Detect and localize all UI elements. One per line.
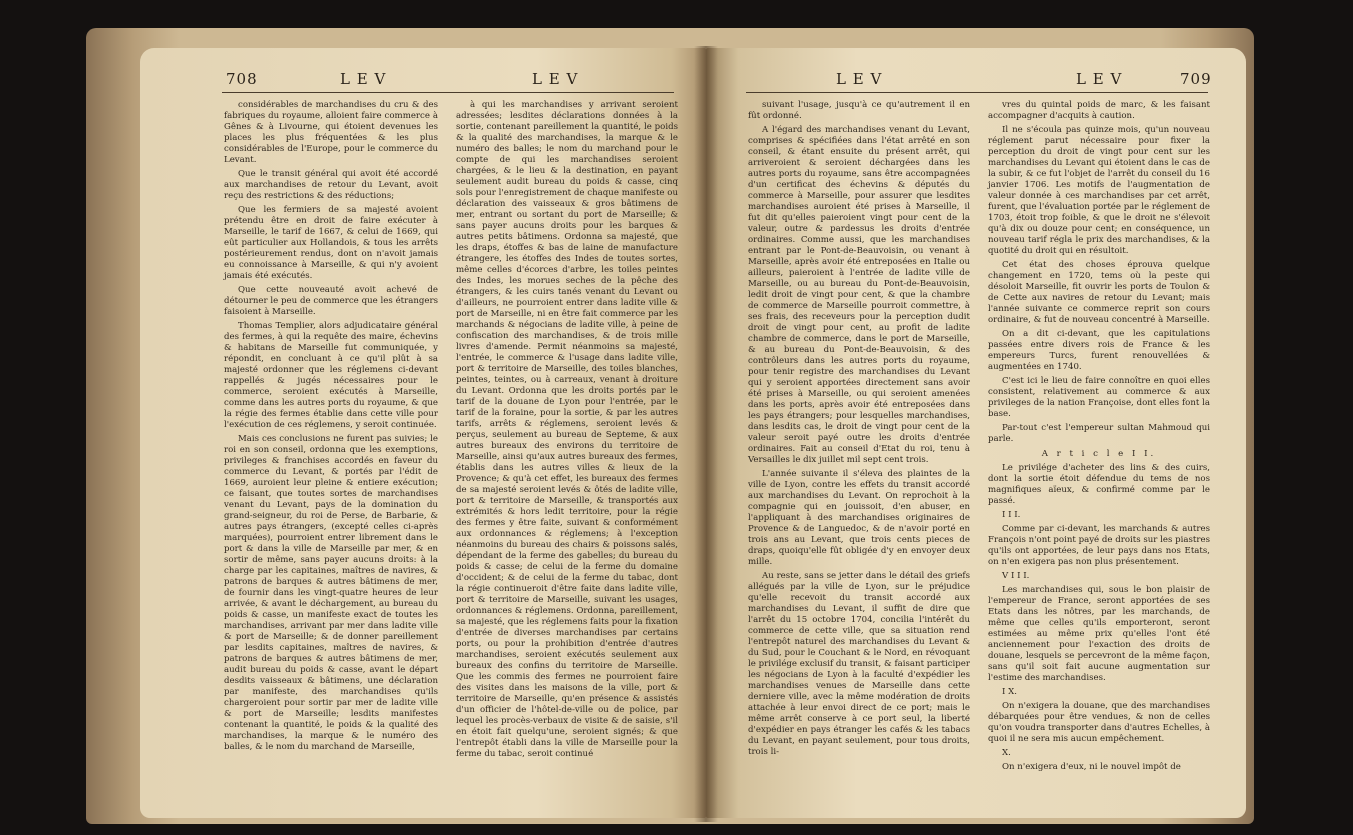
paragraph: C'est ici le lieu de faire connoître en quoi elles consistent, relativement au commerce & aux privileges de la nation Françoise, dont elles font la base. <box>988 376 1210 419</box>
paragraph: Le privilége d'acheter des lins & des cuirs, dont la sortie étoit défendue du tems de nos magnifiques aïeux, & confirmé comme par le passé. <box>988 463 1210 506</box>
paragraph: A l'égard des marchandises venant du Levant, comprises & spécifiées dans l'état arrêté en son conseil, & étant ensuite du présent arrêt, qui arriveroient & seroient déchargées dans les autres ports du royaume, sans être accompagnées d'un certificat des échevins & députés du commerce à Marseille, pour assurer que lesdites marchandises auroient été prises à Marseille, il fut dit qu'elles paieroient vingt pour cent de la valeur, outre & pardessus les droits d'entrée ordinaires. Comme aussi, que les marchandises entrant par le Pont-de-Beauvoisin, ou venant à Marseille, après avoir été entreposées en Italie ou ailleurs, paieroient à l'entrée de ladite ville de Marseille, ou au bureau du Pont-de-Beauvoisin, ledit droit de vingt pour cent, & que la chambre de commerce de Marseille pourroit commettre, à ses frais, des receveurs pour la perception dudit droit de vingt pour cent, au profit de ladite chambre de commerce, dans le port de Marseille, & au bureau du Pont-de-Beauvoisin, & des contrôleurs dans les autres ports du royaume, pour tenir registre des marchandises du Levant qui y seroient apportées directement sans avoir été prises à Marseille, ou qui seroient amenées dans les ports, après avoir été entreposées dans les pays étrangers; pour lesquelles marchandises, dans lesdits cas, le droit de vingt pour cent de la valeur seroit payé outre les droits d'entrée ordinaires. Fait au conseil d'Etat du roi, tenu à Versailles le dix juillet mil sept cent trois. <box>748 125 970 465</box>
left-page-column-2 <box>456 100 678 763</box>
paragraph: vres du quintal poids de marc, & les faisant accompagner d'acquits à caution. <box>988 100 1210 121</box>
running-head-left-1: L E V <box>340 70 387 88</box>
paragraph: X. <box>1002 748 1011 758</box>
paragraph: Les marchandises qui, sous le bon plaisir de l'empereur de France, seront apportées de ses Etats dans les nôtres, par les marchands, de même que celles qu'ils emporteront, seront estimées au même prix qu'elles l'ont été anciennement pour l'exaction des droits de douane, lesquels se percevront de la même façon, sans qu'il soit fait aucune augmentation sur l'estime des marchandises. <box>988 585 1210 683</box>
paragraph: Que le transit général qui avoit été accordé aux marchandises de retour du Levant, avoit reçu des restrictions & des réductions; <box>224 169 438 201</box>
paragraph: Au reste, sans se jetter dans le détail des griefs allégués par la ville de Lyon, sur le préjudice qu'elle recevoit du transit accordé aux marchandises du Levant, il suffit de dire que l'arrêt du 15 octobre 1704, concilia l'intérêt du commerce de cette ville, que sa situation rend l'entrepôt naturel des marchandises du Levant & du Sud, pour le Couchant & le Nord, en révoquant le privilége exclusif du transit, & faisant participer les négocians de Lyon à la faculté d'expédier les marchandises venues de Marseille dans cette derniere ville, avec la même modération de droits attachée à leur envoi direct de ce port; mais le même arrêt conserve à ce port seul, la liberté d'expédier en pays étranger les cafés & les tabacs du Levant, en payant seulement, pour tous droits, trois li- <box>748 571 970 757</box>
running-head-right-1: L E V <box>836 70 883 88</box>
page-number-right: 709 <box>1180 70 1212 88</box>
paragraph: On n'exigera d'eux, ni le nouvel impôt de <box>1002 762 1181 772</box>
running-head-left-2: L E V <box>532 70 579 88</box>
paragraph: Que cette nouveauté avoit achevé de détourner le peu de commerce que les étrangers faisoient à Marseille. <box>224 285 438 317</box>
paragraph: Comme par ci-devant, les marchands & autres François n'ont point payé de droits sur les piastres qu'ils ont apportées, de leur pays dans nos Etats, on n'en exigera pas non plus présentement. <box>988 524 1210 567</box>
header-rule-right <box>746 92 1208 93</box>
right-page <box>706 48 1246 818</box>
paragraph: On a dit ci-devant, que les capitulations passées entre divers rois de France & les empereurs Turcs, furent renouvellées & augmentées en 1740. <box>988 329 1210 372</box>
paragraph: Cet état des choses éprouva quelque changement en 1720, tems où la peste qui désoloit Marseille, fit ouvrir les ports de Toulon & de Cette aux navires de retour du Levant; mais l'année suivante ce commerce reprit son cours ordinaire, & fut de nouveau concentré à Marseille. <box>988 260 1210 325</box>
paragraph: à qui les marchandises y arrivant seroient adressées; lesdites déclarations données à la sortie, contenant pareillement la quantité, le poids & la qualité des marchandises, la marque & le numéro des balles; le nom du marchand pour le compte de qui les marchandises seroient chargées, & le lieu & la destination, en payant seulement audit bureau du poids & casse, cinq sols pour l'enregistrement de chaque manifeste ou déclaration des vaisseaux & gros bâtimens de mer, entrant ou sortant du port de Marseille; & sans payer aucuns droits pour les barques & autres petits bâtimens. Ordonna sa majesté, que les draps, étoffes & bas de laine de manufacture étrangere, les étoffes des Indes de toutes sortes, même celles d'écorces d'arbre, les toiles peintes des Indes, les morues seches de la pêche des étrangers, & les cuirs tanés venant du Levant ou d'ailleurs, ne pourroient entrer dans ladite ville & port de Marseille, ni en être fait commerce par les marchands & négocians de ladite ville, à peine de confiscation des marchandises, & de trois mille livres d'amende. Permit néanmoins sa majesté, l'entrée, le commerce & l'usage dans ladite ville, port & territoire de Marseille, des toiles blanches, peintes, teintes, ou à carreaux, venant à droiture du Levant. Ordonna que les droits portés par le tarif de la douane de Lyon pour l'entrée, par le tarif de la foraine, pour la sortie, & par les autres tarifs, arrêts & réglemens, seroient levés & perçus, seulement au bureau de Septeme, & aux autres bureaux des environs du territoire de Marseille, ainsi qu'aux autres bureaux des fermes, établis dans les autres villes & lieux de la Provence; & qu'à cet effet, les bureaux des fermes de sa majesté seroient levés & ôtés de ladite ville, port & territoire de Marseille, & transportés aux extrémités & hors ledit territoire, pour la régie des fermes y être faite, suivant & conformément aux ordonnances & réglemens; à l'exception néanmoins du bureau des chairs & poissons salés, dépendant de la ferme des gabelles; du bureau du poids & casse; de celui de la ferme du domaine d'occident; & de celui de la ferme du tabac, dont la régie continueroit d'être faite dans ladite ville, port & territoire de Marseille, suivant les usages, ordonnances & réglemens. Ordonna, pareillement, sa majesté, que les réglemens faits pour la fixation d'entrée de diverses marchandises par certains ports, ou pour la prohibition d'entrée d'autres marchandises, seroient exécutés seulement aux bureaux des confins du territoire de Marseille. Que les commis des fermes ne pourroient faire des visites dans les maisons de la ville, port & territoire de Marseille, qu'en présence & assistés d'un officier de l'hôtel-de-ville ou de police, par lequel les procès-verbaux de visite & de saisie, s'il en étoit fait quelqu'une, seroient signés; & que l'entrepôt établi dans la ville de Marseille pour la ferme du tabac, seroit continué <box>456 100 678 759</box>
paragraph: Que les fermiers de sa majesté avoient prétendu être en droit de faire exécuter à Marseille, le tarif de 1667, & celui de 1669, qui eût particulier aux Hollandois, & tous les arrêts postérieurement rendus, dont on n'avoit jamais eu connoissance à Marseille, & qui n'y avoient jamais été exécutés. <box>224 205 438 281</box>
paragraph: A r t i c l e I I. <box>1041 449 1157 459</box>
paragraph: Par-tout c'est l'empereur sultan Mahmoud qui parle. <box>988 423 1210 444</box>
paragraph: suivant l'usage, jusqu'à ce qu'autrement il en fût ordonné. <box>748 100 970 121</box>
right-page-column-2 <box>988 100 1210 776</box>
right-page-column-1 <box>748 100 970 761</box>
paragraph: Mais ces conclusions ne furent pas suivies; le roi en son conseil, ordonna que les exemptions, privileges & franchises accordés en faveur du commerce du Levant, & portés par l'édit de 1669, auroient leur pleine & entiere exécution; ce faisant, que toutes sortes de marchandises venant du Levant, pays de la domination du grand-seigneur, du roi de Perse, de Barbarie, & autres pays étrangers, (excepté celles ci-après marquées), pourroient entrer librement dans le port & dans la ville de Marseille par mer, & en sortir de même, sans payer aucuns droits: à la charge par les capitaines, maîtres de navires, & patrons de barques & autres bâtimens de mer, de fournir dans les vingt-quatre heures de leur arrivée, & avant le déchargement, au bureau du poids & casse, un manifeste exact de toutes les marchandises, arrivant par mer dans ladite ville & port de Marseille; & de donner pareillement par lesdits capitaines, maîtres de navires, & patrons de barques & autres bâtimens de mer, audit bureau du poids & casse, avant le départ desdits vaisseaux & bâtimens, une déclaration par manifeste, des marchandises qu'ils chargeroient pour sortir par mer de ladite ville & port de Marseille; lesdits manifestes contenant la quantité, le poids & la qualité des marchandises, la marque & le numéro des balles, & le nom du marchand de Marseille, <box>224 434 438 752</box>
page-number-left: 708 <box>226 70 258 88</box>
paragraph: I X. <box>1002 687 1017 697</box>
running-head-right-2: L E V <box>1076 70 1123 88</box>
paragraph: Thomas Templier, alors adjudicataire général des fermes, à qui la requête des maire, échevins & habitans de Marseille fut communiquée, y répondit, en concluant à ce qu'il plût à sa majesté ordonner que les réglemens ci-devant rappellés & jugés nécessaires pour le commerce, seroient exécutés à Marseille, comme dans les autres ports du royaume, & que la régie des fermes établie dans cette ville pour l'exécution de ces réglemens, y seroit continuée. <box>224 321 438 430</box>
paragraph: V I I I. <box>1002 571 1030 581</box>
left-page <box>140 48 706 818</box>
header-rule-left <box>222 92 674 93</box>
left-page-column-1 <box>224 100 438 756</box>
paragraph: L'année suivante il s'éleva des plaintes de la ville de Lyon, contre les effets du transit accordé aux marchandises du Levant. On reprochoit à la compagnie qui en jouissoit, d'en abuser, en l'appliquant à des marchandises originaires de Provence & de Languedoc, & de n'avoir porté en trois ans au Levant, que trois cents pieces de draps, quoiqu'elle fût obligée d'y en envoyer deux mille. <box>748 469 970 567</box>
paragraph: On n'exigera la douane, que des marchandises débarquées pour être vendues, & non de celles qu'on voudra transporter dans d'autres Echelles, à quoi il ne sera mis aucun empêchement. <box>988 701 1210 744</box>
paragraph: considérables de marchandises du cru & des fabriques du royaume, alloient faire commerce à Gênes & à Livourne, qui étoient devenues les places les plus fréquentées & les plus considérables de l'Europe, pour le commerce du Levant. <box>224 100 438 165</box>
book-gutter <box>694 46 718 822</box>
paragraph: I I I. <box>1002 510 1021 520</box>
paragraph: Il ne s'écoula pas quinze mois, qu'un nouveau réglement parut nécessaire pour fixer la perception du droit de vingt pour cent sur les marchandises du Levant qui étoient dans le cas de la subir, & ce fut l'objet de l'arrêt du conseil du 16 janvier 1706. Les motifs de l'augmentation de valeur donnée à ces marchandises par cet arrêt, furent, que l'évaluation portée par le réglement de 1703, étoit trop foible, & que le droit ne s'élevoit qu'à dix ou douze pour cent; en conséquence, un nouveau tarif régla le prix des marchandises, & la quotité du droit qui en résultoit. <box>988 125 1210 256</box>
